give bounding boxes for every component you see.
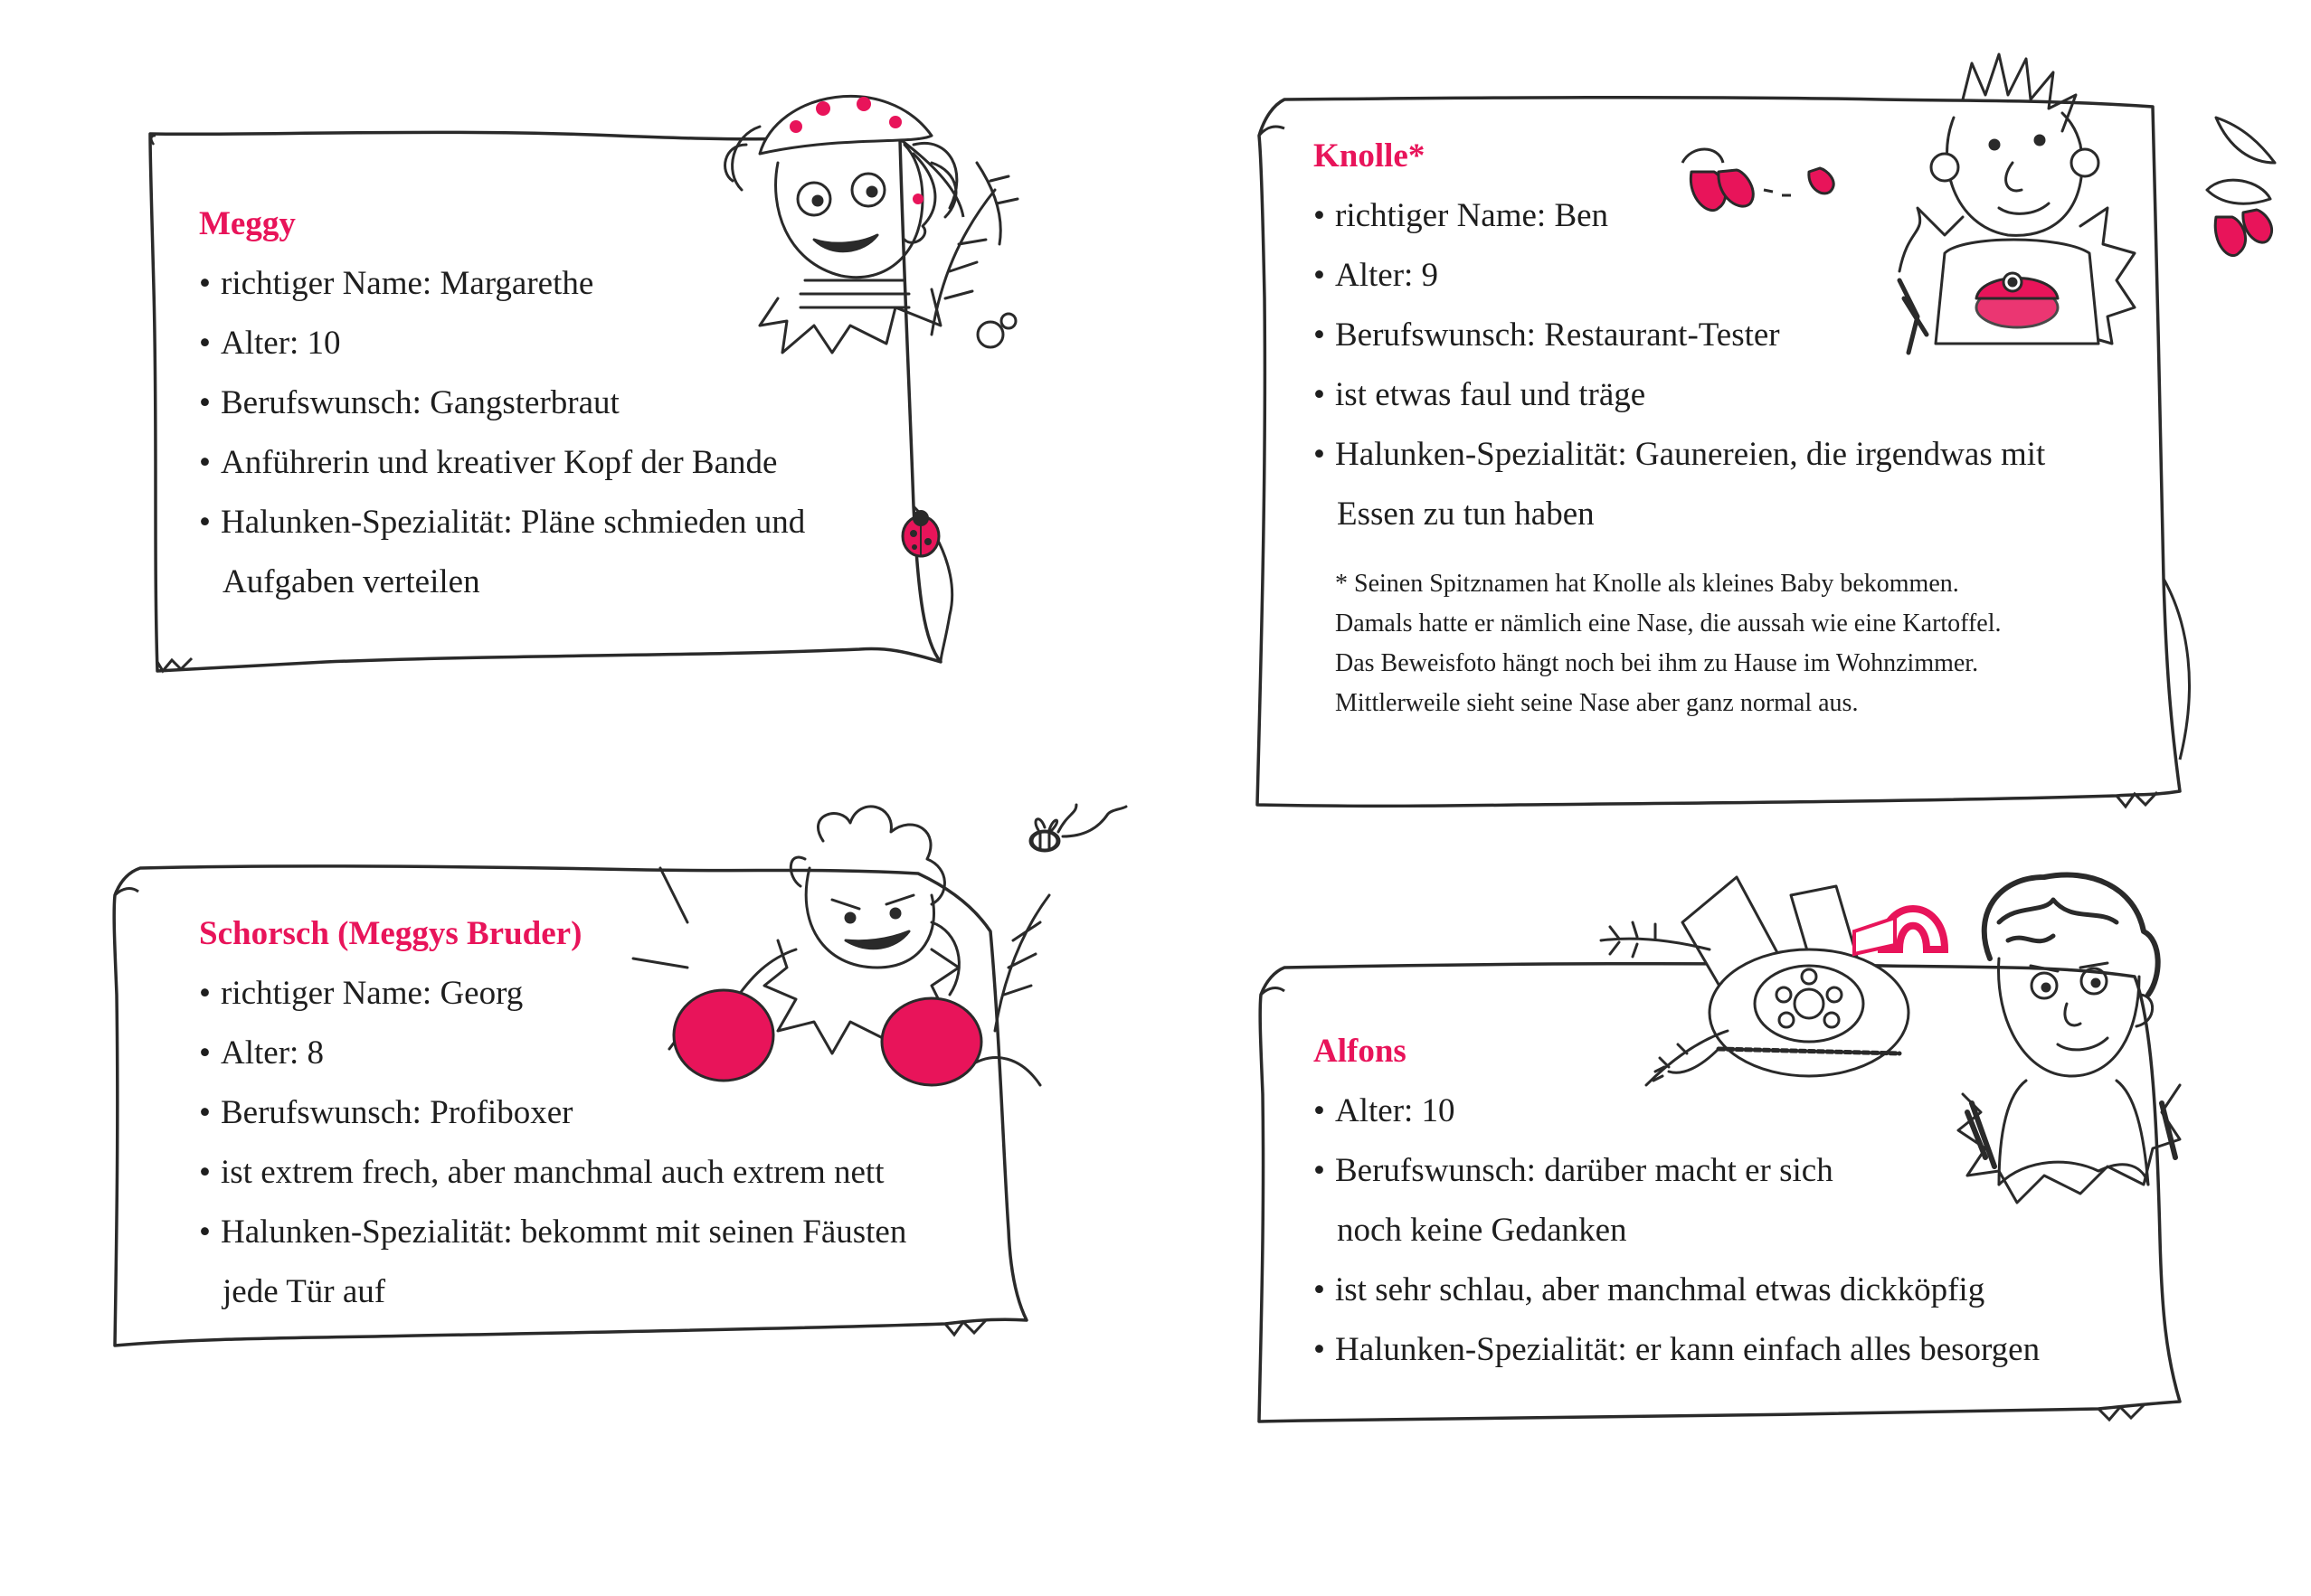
- footnote-line: Damals hatte er nämlich eine Nase, die aussah wie eine Kartoffel.: [1335, 609, 2002, 637]
- fact-text: Berufswunsch: darüber macht er sich: [1335, 1152, 1833, 1189]
- character-name: Meggy: [199, 205, 296, 242]
- character-name: Knolle*: [1313, 137, 1425, 175]
- fact-item: [199, 1203, 906, 1322]
- ladybug-icon: [891, 502, 954, 565]
- fact-text-continued: jede Tür auf: [223, 1273, 386, 1310]
- fact-text: Halunken-Spezialität: bekommt mit seinen Fäusten: [221, 1214, 907, 1251]
- fact-item: • Berufswunsch: Gangsterbraut: [199, 373, 805, 433]
- boy-with-messy-hair-icon: [1945, 859, 2198, 1212]
- fact-item: • Alter: 9: [1313, 246, 2045, 306]
- fact-item: • ist etwas faul und träge: [1313, 365, 2045, 425]
- fact-item: • richtiger Name: Ben: [1313, 186, 2045, 246]
- fact-text: Halunken-Spezialität: Gaunereien, die irgendwas mit: [1335, 436, 2046, 473]
- footnote-line: * Seinen Spitznamen hat Knolle als kleines Baby bekommen.: [1335, 570, 1959, 598]
- fact-item: [1313, 425, 2045, 544]
- fact-item: • Anführerin und kreativer Kopf der Bande: [199, 433, 805, 493]
- footnote-line: Das Beweisfoto hängt noch bei ihm zu Hause im Wohnzimmer.: [1335, 649, 1979, 677]
- fact-item: • Berufswunsch: Restaurant-Tester: [1313, 306, 2045, 365]
- strawberries-icon: [1673, 136, 1845, 226]
- fact-text-continued: Aufgaben verteilen: [223, 563, 480, 600]
- boy-with-boxing-gloves-icon: [570, 796, 1076, 1121]
- character-name: Schorsch (Meggys Bruder): [199, 915, 582, 952]
- fact-list: [1313, 1081, 2040, 1380]
- girl-with-headscarf-icon: [706, 54, 1049, 380]
- fact-item: • Alter: 10: [1313, 1081, 2040, 1141]
- boy-with-burger-shirt-icon: [1863, 45, 2171, 389]
- fact-text-continued: noch keine Gedanken: [1337, 1212, 1627, 1249]
- footnote-line: Mittlerweile sieht seine Nase aber ganz normal aus.: [1335, 689, 1859, 717]
- junk-pile-icon: [1583, 859, 1963, 1103]
- fact-item: • Alter: 10: [199, 314, 805, 373]
- fact-text-continued: Essen zu tun haben: [1337, 496, 1595, 533]
- fact-item: [1313, 1141, 2040, 1261]
- fact-item: • ist extrem frech, aber manchmal auch extrem nett: [199, 1143, 906, 1203]
- fact-item: [199, 493, 805, 612]
- bee-icon: [1022, 805, 1131, 859]
- footnote: [1313, 564, 2045, 723]
- strawberries-icon: [2189, 109, 2288, 271]
- fact-item: • richtiger Name: Georg: [199, 964, 906, 1024]
- character-name: Alfons: [1313, 1033, 1406, 1070]
- fact-item: • Alter: 8: [199, 1024, 906, 1083]
- fact-item: • Halunken-Spezialität: er kann einfach alles besorgen: [1313, 1320, 2040, 1380]
- fact-text: Halunken-Spezialität: Pläne schmieden und: [221, 504, 806, 541]
- fact-item: • ist sehr schlau, aber manchmal etwas dickköpfig: [1313, 1261, 2040, 1320]
- fact-item: • Berufswunsch: Profiboxer: [199, 1083, 906, 1143]
- fact-item: • richtiger Name: Margarethe: [199, 254, 805, 314]
